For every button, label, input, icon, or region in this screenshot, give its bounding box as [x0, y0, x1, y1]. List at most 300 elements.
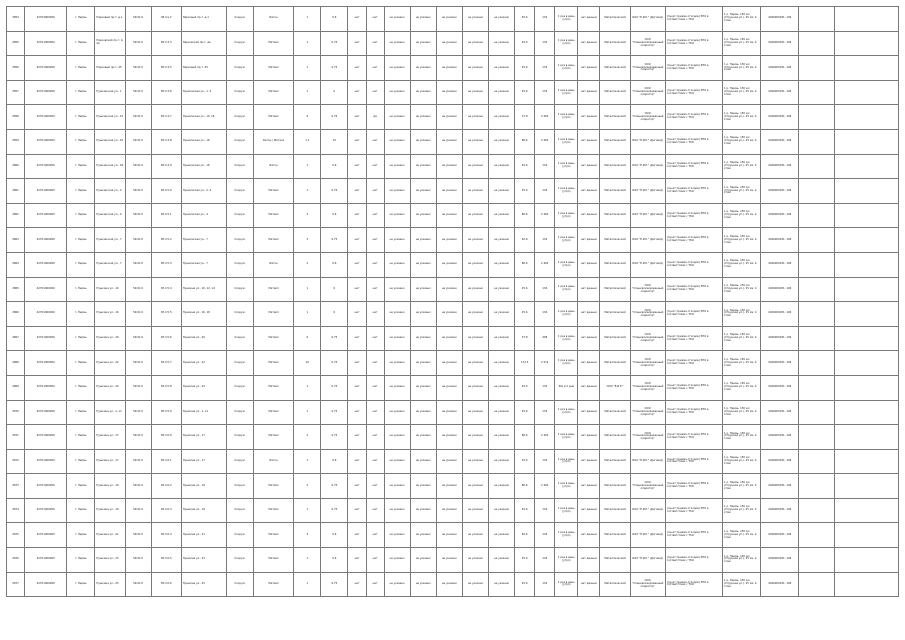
table-cell: 1 раз в день (утро): [555, 449, 578, 474]
table-cell: Пушкина ул., 19: [181, 498, 226, 523]
table-cell: не указано: [410, 105, 436, 130]
table-cell: Металлический: [600, 498, 630, 523]
table-cell: 1 раз в день (утро): [555, 129, 578, 154]
table-cell: Металл: [254, 228, 294, 253]
table-cell: нет данных: [578, 252, 600, 277]
table-cell: [799, 474, 835, 499]
table-cell: ООО "Специализированный оператор": [630, 351, 665, 376]
table-cell: нет: [348, 277, 366, 302]
table-cell: Металл: [254, 375, 294, 400]
table-cell: 2864: [7, 252, 25, 277]
table-cell: 498: [535, 326, 555, 351]
table-cell: 2855: [7, 31, 25, 56]
table-cell: 59:01:0: [125, 129, 151, 154]
table-cell: нет: [348, 351, 366, 376]
table-cell: не указано: [489, 252, 515, 277]
table-cell: 2874: [7, 498, 25, 523]
table-cell: Металл: [254, 326, 294, 351]
table-cell: [835, 498, 899, 523]
table-cell: не указано: [489, 56, 515, 81]
table-cell: 1 раз в день (утро): [555, 523, 578, 548]
table-cell: г. Пермь: [67, 228, 95, 253]
table-cell: нет данных: [578, 105, 600, 130]
table-cell: 1 раз в день (утро): [555, 425, 578, 450]
table-cell: 2 462: [535, 425, 555, 450]
table-cell: Металлический: [600, 351, 630, 376]
table-cell: 134: [535, 228, 555, 253]
table-cell: 38:4 6:4: [151, 523, 181, 548]
table-cell: Парковский пр-т, 4, 4а: [95, 31, 125, 56]
table-cell: нет: [366, 179, 384, 204]
table-cell: не указано: [462, 375, 488, 400]
table-cell: 172,5: [515, 351, 535, 376]
table-cell: не указано: [436, 203, 462, 228]
table-cell: 25,6: [515, 572, 535, 597]
table-cell: 0,6: [321, 548, 348, 573]
table-cell: 1 р. Пермь, 150 км (Струнная ул.), 25 км; 4 этаж: [723, 326, 761, 351]
table-row: [7, 129, 899, 154]
table-cell: не указано: [462, 326, 488, 351]
table-cell: г. Пермь: [67, 400, 95, 425]
table-cell: 0,6: [321, 252, 348, 277]
table-cell: нет: [348, 523, 366, 548]
table-cell: 0,75: [321, 572, 348, 597]
table-cell: 3: [294, 228, 321, 253]
table-cell: 2862: [7, 203, 25, 228]
table-row: [7, 31, 899, 56]
table-cell: (пункт приема отходов) ЗПО в соответствии с ТКО: [665, 474, 722, 499]
table-cell: г. Пермь: [67, 277, 95, 302]
table-cell: Сооруж.: [226, 203, 253, 228]
table-cell: Металл: [254, 56, 294, 81]
table-cell: нет: [366, 129, 384, 154]
table-cell: 2856: [7, 56, 25, 81]
table-cell: г. Пермь: [67, 7, 95, 32]
table-cell: 2876: [7, 548, 25, 573]
table-cell: не указано: [462, 203, 488, 228]
table-cell: нет: [366, 400, 384, 425]
table-cell: [835, 31, 899, 56]
table-cell: не указано: [384, 203, 410, 228]
table-row: [7, 375, 899, 400]
table-cell: 2868: [7, 351, 25, 376]
table-cell: г. Пермь: [67, 375, 95, 400]
table-cell: 59:01:0: [125, 252, 151, 277]
table-cell: [799, 7, 835, 32]
table-cell: нет: [348, 31, 366, 56]
registry-table-body: [7, 7, 899, 597]
table-cell: 0: [321, 302, 348, 327]
table-cell: нет данных: [578, 498, 600, 523]
table-cell: [799, 203, 835, 228]
table-cell: (пункт приема отходов) ЗПО в соответствии с ТКО: [665, 449, 722, 474]
table-cell: нет данных: [578, 277, 600, 302]
table-cell: 2860: [7, 154, 25, 179]
table-cell: (пункт приема отходов) ЗПО в соответствии с ТКО: [665, 572, 722, 597]
table-cell: Пушкина ул., 10, 12, 14: [181, 277, 226, 302]
table-cell: не указано: [489, 7, 515, 32]
table-cell: нет: [366, 80, 384, 105]
table-cell: не указано: [462, 425, 488, 450]
table-cell: Пушкинская ул., 7: [181, 252, 226, 277]
table-cell: 1 раз в день (утро): [555, 326, 578, 351]
table-cell: Сооруж.: [226, 326, 253, 351]
table-cell: 0: [321, 80, 348, 105]
table-cell: 86,6: [515, 203, 535, 228]
table-cell: не указано: [436, 252, 462, 277]
table-cell: Пушкина ул., 19: [95, 498, 125, 523]
table-cell: не указано: [410, 80, 436, 105]
table-cell: г. Пермь: [67, 572, 95, 597]
table-cell: нет: [366, 425, 384, 450]
table-cell: 4026000031; 106: [761, 179, 799, 204]
table-cell: [799, 449, 835, 474]
table-row: [7, 302, 899, 327]
table-cell: нет: [366, 203, 384, 228]
table-cell: ООО "Специализированный оператор": [630, 400, 665, 425]
table-cell: 134: [535, 277, 555, 302]
table-cell: г. Пермь: [67, 548, 95, 573]
table-cell: 1 р. Пермь, 150 км (Струнная ул.), 25 км; 4 этаж: [723, 474, 761, 499]
table-cell: 86,6: [515, 425, 535, 450]
table-cell: не указано: [410, 203, 436, 228]
table-cell: 1 р. Пермь, 150 км (Струнная ул.), 25 км; 4 этаж: [723, 105, 761, 130]
table-cell: (пункт приема отходов) ЗПО в соответствии с ТКО: [665, 80, 722, 105]
table-cell: ООО "Е.И.Р." (Договор): [630, 228, 665, 253]
table-cell: нет данных: [578, 31, 600, 56]
table-cell: не указано: [462, 228, 488, 253]
table-cell: нет данных: [578, 203, 600, 228]
table-cell: Пушкинская ул., 16: [181, 129, 226, 154]
table-cell: нет: [348, 302, 366, 327]
table-cell: г. Пермь: [67, 56, 95, 81]
table-cell: 1: [294, 302, 321, 327]
table-cell: Металлический: [600, 277, 630, 302]
table-cell: г. Пермь: [67, 326, 95, 351]
table-cell: 1 раз в день (утро): [555, 56, 578, 81]
table-cell: 1: [294, 179, 321, 204]
table-cell: нет данных: [578, 449, 600, 474]
table-cell: не указано: [462, 572, 488, 597]
table-cell: не указано: [489, 449, 515, 474]
table-cell: Пушкина ул., 21: [95, 523, 125, 548]
table-cell: ООО "Е.И.Р." (Договор): [630, 179, 665, 204]
table-cell: нет: [348, 400, 366, 425]
table-cell: не указано: [436, 154, 462, 179]
table-row: [7, 154, 899, 179]
table-cell: Парковый пр-т, д.1: [181, 7, 226, 32]
table-cell: нет: [366, 154, 384, 179]
table-cell: [835, 7, 899, 32]
table-cell: 59:01:0: [125, 351, 151, 376]
table-cell: 134: [535, 375, 555, 400]
table-cell: не указано: [436, 523, 462, 548]
table-cell: ООО "Специализированный оператор": [630, 572, 665, 597]
table-cell: 25,6: [515, 7, 535, 32]
table-cell: (пункт приема отходов) ЗПО в соответствии с ТКО: [665, 252, 722, 277]
table-cell: 0,75: [321, 498, 348, 523]
table-cell: 0,6: [321, 203, 348, 228]
table-cell: не указано: [436, 572, 462, 597]
table-cell: Сооруж.: [226, 375, 253, 400]
table-cell: 134: [535, 523, 555, 548]
table-cell: [799, 548, 835, 573]
table-cell: 1 раз в день (утро): [555, 252, 578, 277]
table-cell: Сооруж.: [226, 154, 253, 179]
table-row: [7, 203, 899, 228]
table-cell: ООО "Е.И.Р." (Договор): [630, 523, 665, 548]
table-cell: ООО "Е.И.Р." (Договор): [630, 7, 665, 32]
table-cell: 1 р. Пермь, 150 км (Струнная ул.), 25 км; 4 этаж: [723, 523, 761, 548]
table-cell: [835, 400, 899, 425]
table-cell: Раз в 2 дня: [555, 375, 578, 400]
table-cell: (пункт приема отходов) ЗПО в соответствии с ТКО: [665, 7, 722, 32]
table-cell: Металлический: [600, 105, 630, 130]
table-cell: не указано: [384, 326, 410, 351]
table-cell: не указано: [410, 523, 436, 548]
table-cell: 1 р. Пермь, 150 км (Струнная ул.), 25 км; 4 этаж: [723, 80, 761, 105]
table-cell: не указано: [489, 80, 515, 105]
table-cell: Пушкинская ул., 16: [95, 129, 125, 154]
table-cell: не указано: [462, 179, 488, 204]
table-cell: Металлический: [600, 252, 630, 277]
table-cell: 1 р. Пермь, 150 км (Струнная ул.), 25 км; 4 этаж: [723, 31, 761, 56]
table-cell: 59:01:0: [125, 31, 151, 56]
table-cell: 1 раз в день (утро): [555, 351, 578, 376]
table-cell: не указано: [410, 277, 436, 302]
table-cell: не указано: [436, 498, 462, 523]
table-cell: г. Пермь: [67, 351, 95, 376]
table-cell: Пушкина ул., 1, к1: [181, 400, 226, 425]
table-cell: 2865: [7, 277, 25, 302]
table-cell: ООО "Е.И.Р." (Договор): [630, 548, 665, 573]
table-row: [7, 523, 899, 548]
table-cell: не указано: [462, 129, 488, 154]
table-cell: Металл: [254, 523, 294, 548]
table-cell: 1: [294, 548, 321, 573]
table-cell: 2863: [7, 228, 25, 253]
table-cell: 0,75: [321, 56, 348, 81]
table-cell: Металл: [254, 179, 294, 204]
table-row: [7, 572, 899, 597]
table-cell: 59:01:0: [125, 425, 151, 450]
table-cell: Пушкинская ул., 7: [95, 252, 125, 277]
table-cell: 0,75: [321, 326, 348, 351]
table-cell: Металл: [254, 548, 294, 573]
table-cell: [835, 228, 899, 253]
table-cell: 42701000000: [25, 449, 67, 474]
table-cell: Металл: [254, 498, 294, 523]
table-cell: не указано: [489, 326, 515, 351]
table-cell: не указано: [489, 105, 515, 130]
table-cell: Сооруж.: [226, 277, 253, 302]
table-cell: [835, 449, 899, 474]
table-cell: нет: [348, 56, 366, 81]
table-cell: 1: [294, 154, 321, 179]
table-cell: не указано: [489, 498, 515, 523]
table-cell: 38:4 4:7: [151, 105, 181, 130]
table-cell: Пушкина ул., 17: [181, 449, 226, 474]
table-cell: 42701000000: [25, 326, 67, 351]
table-cell: не указано: [462, 400, 488, 425]
table-cell: Металлический: [600, 302, 630, 327]
table-cell: нет данных: [578, 523, 600, 548]
table-cell: не указано: [436, 129, 462, 154]
table-cell: 1 раз в день (утро): [555, 203, 578, 228]
table-cell: 4026000031; 106: [761, 326, 799, 351]
table-cell: 59:01:0: [125, 548, 151, 573]
table-cell: Бетон: [254, 252, 294, 277]
table-cell: нет: [348, 129, 366, 154]
table-cell: 134: [535, 572, 555, 597]
table-cell: 1 р. Пермь, 150 км (Струнная ул.), 25 км; 4 этаж: [723, 449, 761, 474]
table-cell: нет данных: [578, 302, 600, 327]
table-cell: не указано: [410, 425, 436, 450]
table-cell: не указано: [410, 179, 436, 204]
table-cell: не указано: [384, 498, 410, 523]
table-cell: 0,75: [321, 474, 348, 499]
table-cell: не указано: [489, 400, 515, 425]
table-cell: не указано: [410, 31, 436, 56]
table-cell: не указано: [436, 326, 462, 351]
table-cell: 40,6: [515, 523, 535, 548]
table-cell: не указано: [436, 400, 462, 425]
table-cell: не указано: [384, 31, 410, 56]
table-cell: 2861: [7, 179, 25, 204]
table-cell: ООО "Специализированный оператор": [630, 302, 665, 327]
table-cell: не указано: [384, 80, 410, 105]
table-cell: 59:01:0: [125, 56, 151, 81]
table-cell: не указано: [489, 203, 515, 228]
table-cell: 1: [294, 400, 321, 425]
table-cell: (пункт приема отходов) ЗПО в соответствии с ТКО: [665, 498, 722, 523]
table-cell: не указано: [410, 400, 436, 425]
table-cell: 59:01:0: [125, 474, 151, 499]
table-cell: [799, 56, 835, 81]
table-cell: Пушкина ул., 17: [95, 425, 125, 450]
table-cell: нет данных: [578, 56, 600, 81]
table-cell: Пушкинская ул., 2: [95, 179, 125, 204]
table-cell: 25,6: [515, 400, 535, 425]
table-row: [7, 277, 899, 302]
table-cell: (пункт приема отходов) ЗПО в соответствии с ТКО: [665, 302, 722, 327]
table-cell: Сооруж.: [226, 302, 253, 327]
table-cell: [835, 129, 899, 154]
table-cell: не указано: [462, 252, 488, 277]
table-cell: 0,75: [321, 351, 348, 376]
table-cell: не указано: [410, 228, 436, 253]
table-cell: Металлический: [600, 523, 630, 548]
table-cell: 0,75: [321, 31, 348, 56]
table-cell: не указано: [410, 154, 436, 179]
table-cell: Пушкинская ул., 15: [95, 105, 125, 130]
table-cell: не указано: [410, 302, 436, 327]
table-cell: Металл: [254, 302, 294, 327]
table-cell: Пушкина ул., 25: [181, 572, 226, 597]
table-cell: 134: [535, 31, 555, 56]
table-cell: нет: [348, 228, 366, 253]
table-cell: 38:4 5:7: [151, 351, 181, 376]
table-cell: нет: [366, 351, 384, 376]
table-cell: 134: [535, 80, 555, 105]
table-cell: [835, 425, 899, 450]
table-cell: Пушкина ул., 23: [95, 548, 125, 573]
table-cell: 1 раз в день (утро): [555, 80, 578, 105]
table-cell: 1 раз в день (утро): [555, 228, 578, 253]
table-cell: Металлический: [600, 31, 630, 56]
table-cell: Парковый пр-т, 45: [181, 56, 226, 81]
table-cell: 42701000000: [25, 179, 67, 204]
table-cell: [799, 179, 835, 204]
table-cell: (пункт приема отходов) ЗПО в соответствии с ТКО: [665, 154, 722, 179]
table-cell: 59:01:0: [125, 449, 151, 474]
table-cell: Металл: [254, 572, 294, 597]
table-cell: 42701000000: [25, 56, 67, 81]
table-cell: не указано: [489, 474, 515, 499]
table-cell: нет: [348, 449, 366, 474]
table-cell: Пушкина ул., 17: [95, 449, 125, 474]
table-cell: Сооруж.: [226, 179, 253, 204]
table-cell: 6: [294, 326, 321, 351]
table-cell: не указано: [489, 375, 515, 400]
table-row: [7, 56, 899, 81]
table-cell: не указано: [436, 7, 462, 32]
table-cell: (пункт приема отходов) ЗПО в соответствии с ТКО: [665, 179, 722, 204]
table-cell: ООО "Специализированный оператор": [630, 277, 665, 302]
table-cell: [799, 351, 835, 376]
table-cell: [799, 400, 835, 425]
table-cell: 42701000000: [25, 31, 67, 56]
table-cell: нет данных: [578, 7, 600, 32]
table-cell: 4026000031; 106: [761, 80, 799, 105]
table-cell: не указано: [410, 498, 436, 523]
table-row: [7, 228, 899, 253]
table-cell: 59:01:0: [125, 154, 151, 179]
table-cell: не указано: [462, 523, 488, 548]
table-cell: не указано: [489, 179, 515, 204]
table-cell: нет данных: [578, 548, 600, 573]
table-cell: [835, 56, 899, 81]
table-cell: Пушкина ул., 23: [181, 548, 226, 573]
table-cell: не указано: [410, 129, 436, 154]
table-cell: 1 раз в день (утро): [555, 179, 578, 204]
table-cell: [799, 154, 835, 179]
table-cell: 2870: [7, 400, 25, 425]
table-cell: Пушкина ул., 22: [95, 351, 125, 376]
table-cell: Сооруж.: [226, 425, 253, 450]
table-cell: 38:4 5:1: [151, 203, 181, 228]
table-cell: (пункт приема отходов) ЗПО в соответствии с ТКО: [665, 400, 722, 425]
table-cell: нет данных: [578, 228, 600, 253]
table-cell: 2: [294, 425, 321, 450]
table-cell: нет: [348, 326, 366, 351]
table-cell: не указано: [436, 228, 462, 253]
table-cell: 1 р. Пермь, 150 км (Струнная ул.), 25 км; 4 этаж: [723, 277, 761, 302]
table-cell: 1: [294, 277, 321, 302]
table-cell: Пушкина ул., 19: [95, 474, 125, 499]
table-cell: 38:4 5:3: [151, 252, 181, 277]
table-cell: не указано: [410, 449, 436, 474]
table-cell: 42701000000: [25, 228, 67, 253]
table-cell: 134: [535, 154, 555, 179]
table-cell: нет данных: [578, 400, 600, 425]
table-cell: 134: [535, 302, 555, 327]
table-cell: 2 462: [535, 252, 555, 277]
table-cell: Металл: [254, 474, 294, 499]
table-cell: 25,6: [515, 179, 535, 204]
table-cell: ООО "Е.И.Р." (Договор): [630, 252, 665, 277]
table-cell: 2872: [7, 449, 25, 474]
